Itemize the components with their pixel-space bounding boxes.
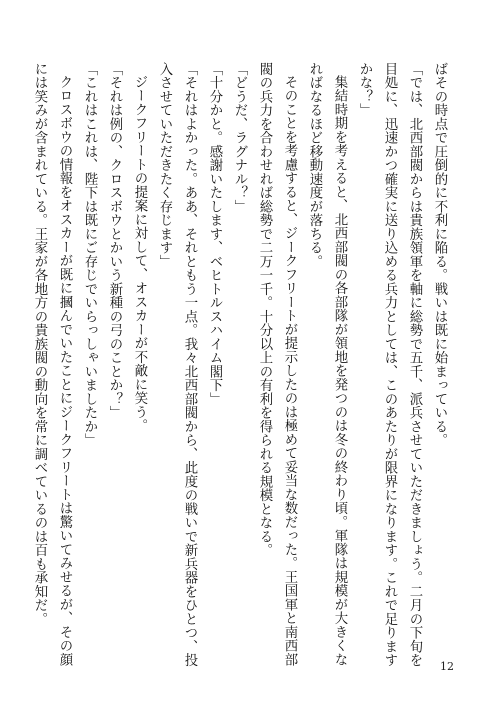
text-line: には笑みが含まれている。王家が各地方の貴族閥の動向を常に調べているのは百も承知だ。 [32, 62, 47, 626]
text-line: 「どうだ、ラグナル？」 [232, 62, 247, 214]
vertical-text-body [32, 62, 452, 667]
text-line: 「これはこれは、陛下は既にご存じでいらっしゃいましたか」 [82, 62, 97, 447]
text-line: 「では、北西部閥からは貴族領軍を軸に総勢で五千、派兵させていただきましょう。二月の下旬を [407, 62, 422, 667]
text-line: 「十分かと。感謝いたします、ベヒトルスハイム閣下」 [207, 62, 222, 406]
text-line: そのことを考慮すると、ジークフリートが提示したのは極めて妥当な数だった。王国軍と南西部 [282, 75, 297, 667]
text-line: 閥の兵力を合わせれば総勢で二万一千。十分以上の有利を得られる規模となる。 [257, 62, 272, 557]
text-line: ジークフリートの提案に対して、オスカーが不敵に笑う。 [132, 75, 147, 433]
page-number: 12 [440, 660, 454, 673]
text-line: 入させていただきたく存じます」 [157, 62, 172, 269]
text-line: ばその時点で圧倒的に不利に陥る。戦いは既に始まっている。 [432, 62, 447, 447]
text-line: 集結時期を考えると、北西部閥の各部隊が領地を発つのは冬の終わり頃。軍隊は規模が大きくな [332, 75, 347, 667]
text-line: ればなるほど移動速度が落ちる。 [307, 62, 322, 269]
text-line: 「それは例の、クロスボウとかいう新種の弓のことか？」 [107, 62, 122, 420]
text-line: かな？」 [357, 62, 372, 117]
text-line: クロスボウの情報をオスカーが既に摑んでいたことにジークフリートは驚いてみせるが、その顔 [57, 75, 72, 667]
text-line: 目処に、迅速かつ確実に送り込める兵力としては、このあたりが限界になります。これで足ります [382, 62, 397, 667]
text-line: 「それはよかった。ああ、それともう一点。我々北西部閥から、此度の戦いで新兵器をひとつ、投 [182, 62, 197, 667]
